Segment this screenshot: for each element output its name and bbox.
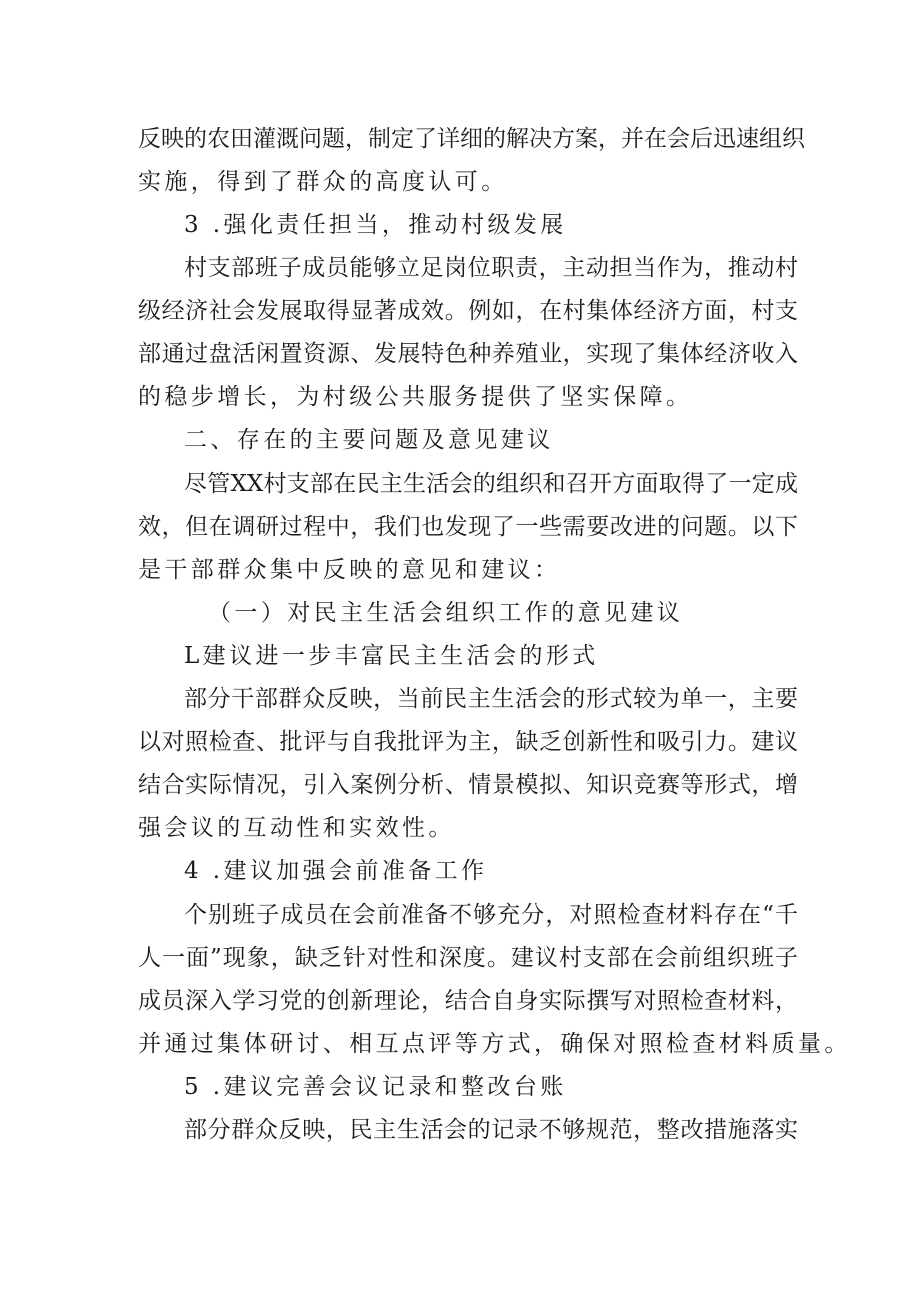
text-line: 反映的农田灌溉问题，制定了详细的解决方案，并在会后迅速组织 (138, 126, 805, 152)
text-line: 部分干部群众反映，当前民主生活会的形式较为单一，主要 (184, 686, 798, 712)
text-line: 人一面”现象，缺乏针对性和深度。建议村支部在会前组织班子 (138, 945, 798, 971)
text-line: 部分群众反映，民主生活会的记录不够规范，整改措施落实 (184, 1117, 798, 1143)
section-heading: 3 .强化责任担当，推动村级发展 (184, 212, 567, 238)
text-line: 结合实际情况，引入案例分析、情景模拟、知识竞赛等形式，增 (138, 772, 798, 798)
text-line: 级经济社会发展取得显著成效。例如，在村集体经济方面，村支 (138, 298, 798, 324)
section-heading: 4 .建议加强会前准备工作 (184, 858, 488, 884)
section-heading: L建议进一步丰富民主生活会的形式 (184, 643, 599, 669)
text-line: 实施，得到了群众的高度认可。 (138, 169, 508, 195)
text-line: 个别班子成员在会前准备不够充分，对照检查材料存在“千 (184, 902, 798, 928)
text-line: 效，但在调研过程中，我们也发现了一些需要改进的问题。以下 (138, 514, 798, 540)
section-heading: 5 .建议完善会议记录和整改台账 (184, 1074, 567, 1100)
section-heading: 二、存在的主要问题及意见建议 (184, 427, 554, 453)
text-line: 并通过集体研讨、相互点评等方式，确保对照检查材料质量。 (138, 1031, 851, 1057)
text-line: 的稳步增长，为村级公共服务提供了坚实保障。 (138, 384, 693, 410)
text-line: 村支部班子成员能够立足岗位职责，主动担当作为，推动村 (184, 255, 798, 281)
text-line: 是干部群众集中反映的意见和建议： (138, 557, 561, 583)
text-line: 部通过盘活闲置资源、发展特色种养殖业，实现了集体经济收入 (138, 341, 798, 367)
subsection-heading: （一）对民主生活会组织工作的意见建议 (208, 600, 684, 626)
text-line: 强会议的互动性和实效性。 (138, 815, 455, 841)
text-line: 以对照检查、批评与自我批评为主，缺乏创新性和吸引力。建议 (138, 729, 798, 755)
text-line: 尽管XX村支部在民主生活会的组织和召开方面取得了一定成 (184, 471, 798, 497)
text-line: 成员深入学习党的创新理论，结合自身实际撰写对照检查材料， (138, 988, 798, 1014)
